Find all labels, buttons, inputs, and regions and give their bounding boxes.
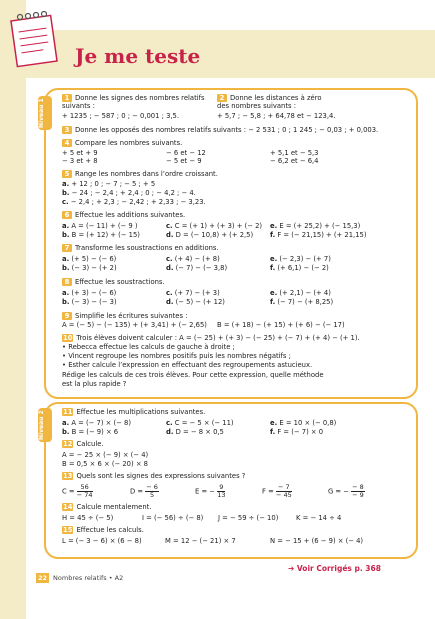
ex4-b2: − 5 et − 9 bbox=[166, 157, 202, 165]
ex11-f: f. F = (− 7) × 0 bbox=[270, 428, 324, 436]
ex5-a: a. + 12 ; 0 ; − 7 ; − 5 ; + 5 bbox=[62, 180, 156, 188]
ex6-d: d. D = (− 10,8) + (+ 2,5) bbox=[166, 231, 254, 239]
ex13-c: C = $\frac{56}{- 74}$ bbox=[62, 483, 93, 499]
level-1-tab: Niveau 1 bbox=[38, 96, 52, 130]
exercise-number: 8 bbox=[62, 278, 72, 286]
exercise-number: 3 bbox=[62, 126, 72, 134]
ex8-c: c. (+ 7) − (+ 3) bbox=[166, 289, 220, 297]
ex14-k: K = − 14 ÷ 4 bbox=[296, 514, 342, 522]
exercise-4-question: 4 Compare les nombres suivants. bbox=[62, 139, 182, 147]
level-2-tab: Niveau 2 bbox=[38, 408, 52, 442]
page-number: 22 bbox=[38, 574, 48, 582]
ex8-a: a. (+ 3) − (− 6) bbox=[62, 289, 117, 297]
exercise-6-question: 6 Effectue les additions suivantes. bbox=[62, 211, 185, 219]
ex10-line-4: Rédige les calculs de ces trois élèves. Pour cette expression, quelle méthode bbox=[62, 371, 324, 379]
ex12-b: B = 0,5 × 6 × (− 20) × 8 bbox=[62, 460, 148, 468]
ex11-e: e. E = 10 × (− 0,8) bbox=[270, 419, 337, 427]
exercise-3-question: 3 Donne les opposés des nombres relatifs suivants : − 2 531 ; 0 ; 1 245 ; − 0,03 ; + 0,003. bbox=[62, 126, 378, 134]
ex8-e: e. (+ 2,1) − (+ 4) bbox=[270, 289, 331, 297]
ex4-c1: + 5,1 et − 5,3 bbox=[270, 149, 319, 157]
ex8-b: b. (− 3) − (− 3) bbox=[62, 298, 117, 306]
ex10-line-2: • Vincent regroupe les nombres positifs puis les nombres négatifs ; bbox=[62, 352, 291, 360]
ex7-b: b. (− 3) − (+ 2) bbox=[62, 264, 117, 272]
exercise-2-question-cont: des nombres suivants : bbox=[217, 102, 297, 110]
exercise-15-question: 15 Effectue les calculs. bbox=[63, 526, 144, 534]
exercise-2-values: + 5,7 ; − 5,8 ; + 64,78 et − 123,4. bbox=[217, 112, 336, 120]
exercise-9-question: 9 Simplifie les écritures suivantes : bbox=[62, 312, 187, 320]
ex10-line-5: est la plus rapide ? bbox=[62, 380, 127, 388]
exercise-number: 15 bbox=[63, 526, 73, 534]
exercise-8-question: 8 Effectue les soustractions. bbox=[62, 278, 165, 286]
exercise-number: 11 bbox=[63, 408, 73, 416]
exercise-number: 13 bbox=[63, 472, 73, 480]
exercise-1-values: + 1235 ; − 587 ; 0 ; − 0,001 ; 3,5. bbox=[62, 112, 180, 120]
exercise-number: 12 bbox=[63, 440, 73, 448]
ex7-f: f. (+ 6,1) − (− 2) bbox=[270, 264, 329, 272]
page-title: Je me teste bbox=[75, 44, 201, 68]
ex14-i: I = (− 56) ÷ (− 8) bbox=[142, 514, 204, 522]
ex11-c: c. C = − 5 × (− 11) bbox=[166, 419, 234, 427]
ex13-e: E = − $\frac{9}{13}$ bbox=[195, 483, 226, 499]
ex11-a: a. A = (− 7) × (− 8) bbox=[62, 419, 131, 427]
ex4-a2: − 3 et + 8 bbox=[62, 157, 98, 165]
ex7-a: a. (+ 5) − (− 6) bbox=[62, 255, 117, 263]
ex15-n: N = − 15 + (6 − 9) × (− 4) bbox=[270, 537, 364, 545]
ex7-d: d. (− 7) − (− 3,8) bbox=[166, 264, 228, 272]
exercise-2-question: 2 Donne les distances à zéro bbox=[217, 94, 322, 102]
ex5-b: b. − 24 ; − 2,4 ; + 2,4 ; 0 ; − 4,2 ; − 4. bbox=[62, 189, 196, 197]
ex7-e: e. (− 2,3) − (+ 7) bbox=[270, 255, 331, 263]
corrections-link[interactable]: ➔ Voir Corrigés p. 368 bbox=[288, 564, 381, 573]
ex8-d: d. (− 5) − (+ 12) bbox=[166, 298, 225, 306]
exercise-number: 7 bbox=[62, 244, 72, 252]
ex5-c: c. − 2,4 ; + 2,3 ; − 2,42 ; + 2,33 ; − 3,23. bbox=[62, 198, 206, 206]
ex10-line-3: • Esther calcule l’expression en effectuant des regroupements astucieux. bbox=[62, 361, 313, 369]
ex13-g: G = − $\frac{- 8}{- 9}$ bbox=[328, 483, 364, 499]
exercise-10-question: 10 Trois élèves doivent calculer : A = (− 25) + (+ 3) − (− 25) + (− 7) + (+ 4) − (+ 1). bbox=[63, 334, 360, 342]
ex13-d: D = $\frac{- 6}{5}$ bbox=[130, 483, 158, 499]
exercise-5-question: 5 Range les nombres dans l’ordre croissant. bbox=[62, 170, 218, 178]
ex6-c: c. C = (+ 1) + (+ 3) + (− 2) bbox=[166, 222, 263, 230]
exercise-7-question: 7 Transforme les soustractions en additions. bbox=[62, 244, 219, 252]
ex9-b: B = (+ 18) − (+ 15) + (+ 6) − (− 17) bbox=[217, 321, 345, 329]
ex6-b: b. B = (+ 12) + (− 15) bbox=[62, 231, 140, 239]
notebook-icon bbox=[8, 10, 62, 68]
left-margin-strip bbox=[0, 0, 26, 619]
ex13-f: F = $\frac{- 7}{- 45}$ bbox=[262, 483, 292, 499]
ex7-c: c. (+ 4) − (+ 8) bbox=[166, 255, 220, 263]
exercise-number: 5 bbox=[62, 170, 72, 178]
ex9-a: A = (− 5) − (− 135) + (+ 3,41) + (− 2,65) bbox=[62, 321, 207, 329]
exercise-13-question: 13 Quels sont les signes des expressions suivantes ? bbox=[63, 472, 246, 480]
ex12-a: A = − 25 × (− 9) × (− 4) bbox=[62, 451, 149, 459]
exercise-number: 4 bbox=[62, 139, 72, 147]
exercise-number: 9 bbox=[62, 312, 72, 320]
ex15-m: M = 12 − (− 21) × 7 bbox=[165, 537, 236, 545]
ex8-f: f. (− 7) − (+ 8,25) bbox=[270, 298, 334, 306]
exercise-11-question: 11 Effectue les multiplications suivantes. bbox=[63, 408, 206, 416]
ex4-c2: − 6,2 et − 6,4 bbox=[270, 157, 319, 165]
exercise-1-question-cont: suivants : bbox=[62, 102, 95, 110]
exercise-14-question: 14 Calcule mentalement. bbox=[63, 503, 152, 511]
exercise-number: 1 bbox=[62, 94, 72, 102]
chapter-name: Nombres relatifs • A2 bbox=[53, 574, 124, 582]
exercise-number: 2 bbox=[217, 94, 227, 102]
ex11-b: b. B = (− 9) × 6 bbox=[62, 428, 119, 436]
exercise-1-question: 1 Donne les signes des nombres relatifs bbox=[62, 94, 205, 102]
ex10-line-1: • Rebecca effectue les calculs de gauche à droite ; bbox=[62, 343, 235, 351]
footer bbox=[36, 574, 123, 582]
ex6-e: e. E = (+ 25,2) + (− 15,3) bbox=[270, 222, 361, 230]
ex6-a: a. A = (− 11) + (− 9 ) bbox=[62, 222, 138, 230]
ex6-f: f. F = (− 21,15) + (+ 21,15) bbox=[270, 231, 367, 239]
header-band bbox=[0, 30, 435, 78]
exercise-number: 6 bbox=[62, 211, 72, 219]
ex4-a1: + 5 et + 9 bbox=[62, 149, 98, 157]
ex14-h: H = 45 ÷ (− 5) bbox=[62, 514, 114, 522]
exercise-number: 14 bbox=[63, 503, 73, 511]
exercise-12-question: 12 Calcule. bbox=[63, 440, 104, 448]
ex4-b1: − 6 et − 12 bbox=[166, 149, 206, 157]
ex15-l: L = (− 3 − 6) × (6 − 8) bbox=[62, 537, 142, 545]
ex11-d: d. D = − 8 × 0,5 bbox=[166, 428, 224, 436]
exercise-number: 10 bbox=[63, 334, 73, 342]
ex14-j: J = − 59 ÷ (− 10) bbox=[218, 514, 279, 522]
